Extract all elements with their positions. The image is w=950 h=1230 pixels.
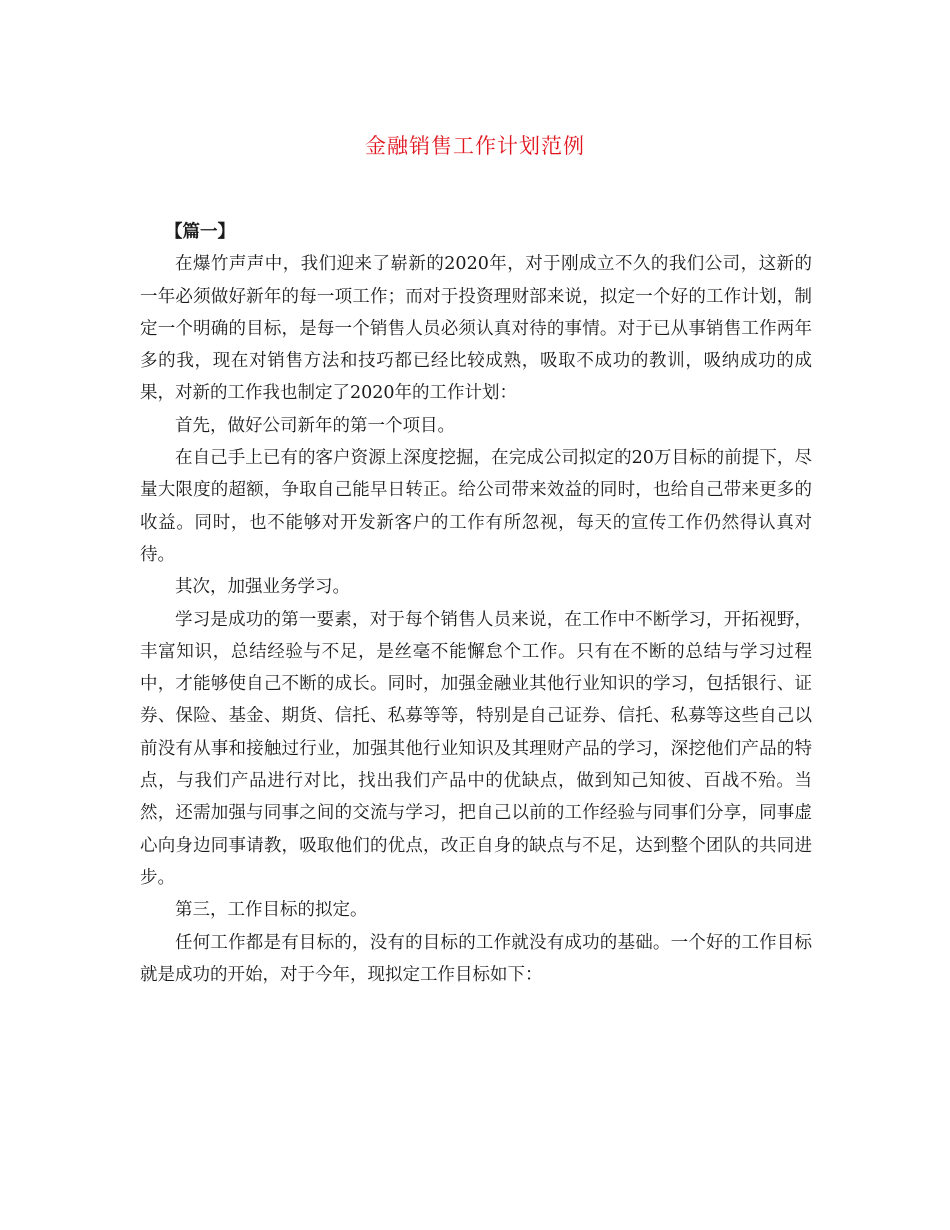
paragraph-third-detail: 任何工作都是有目标的，没有的目标的工作就没有成功的基础。一个好的工作目标就是成功的开始，对于今年，现拟定工作目标如下： <box>140 932 812 985</box>
paragraph-intro: 在爆竹声声中，我们迎来了崭新的2020年，对于刚成立不久的我们公司，这新的一年必须做好新年的每一项工作；而对于投资理财部来说，拟定一个好的工作计划，制定一个明确的目标，是每一个销售人员必须认真对待的事情。对于已从事销售工作两年多的我，现在对销售方法和技巧都已经比较成熟，吸取不成功的教训，吸纳成功的成果，对新的工作我也制定了2020年的工作计划： <box>140 254 812 404</box>
paragraph-first-point: 首先，做好公司新年的第一个项目。 <box>175 415 455 436</box>
document-body <box>140 216 812 991</box>
paragraph-second-detail: 学习是成功的第一要素，对于每个销售人员来说，在工作中不断学习，开拓视野，丰富知识，总结经验与不足，是丝毫不能懈怠个工作。只有在不断的总结与学习过程中，才能够使自己不断的成长。同时，加强金融业其他行业知识的学习，包括银行、证券、保险、基金、期货、信托、私募等等，特别是自己证券、信托、私募等这些自己以前没有从事和接触过行业，加强其他行业知识及其理财产品的学习，深挖他们产品的特点，与我们产品进行对比，找出我们产品中的优缺点，做到知己知彼、百战不殆。当然，还需加强与同事之间的交流与学习，把自己以前的工作经验与同事们分享，同事虚心向身边同事请教，吸取他们的优点，改正自身的缺点与不足，达到整个团队的共同进步。 <box>140 609 812 888</box>
paragraph-third-point: 第三，工作目标的拟定。 <box>175 900 368 921</box>
paragraph-second-point: 其次，加强业务学习。 <box>175 577 350 598</box>
document-title: 金融销售工作计划范例 <box>365 134 585 158</box>
paragraph-first-detail: 在自己手上已有的客户资源上深度挖掘，在完成公司拟定的20万目标的前提下，尽量大限度的超额，争取自己能早日转正。给公司带来效益的同时，也给自己带来更多的收益。同时，也不能够对开发新客户的工作有所忽视，每天的宣传工作仍然得认真对待。 <box>140 448 812 565</box>
section-heading: 【篇一】 <box>165 222 235 242</box>
